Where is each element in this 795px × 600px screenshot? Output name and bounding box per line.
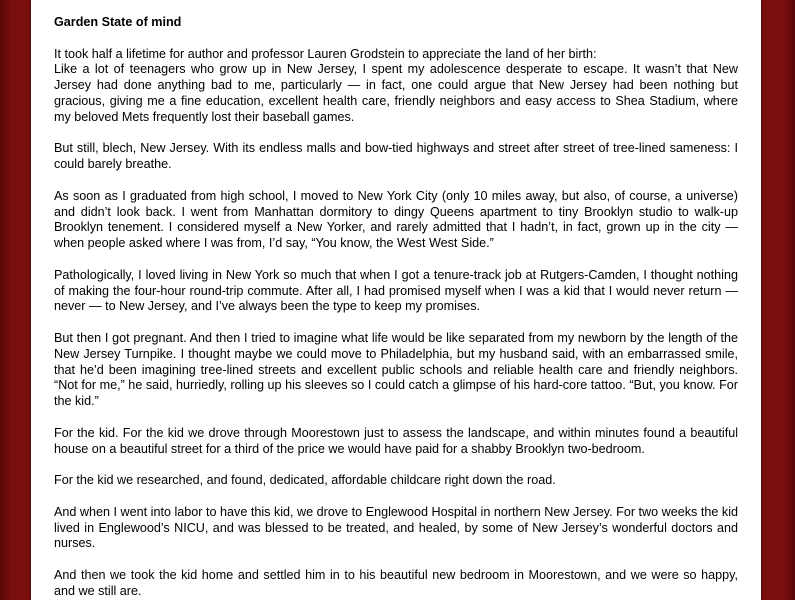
article-intro: It took half a lifetime for author and professor Lauren Grodstein to appreciate the land of her birth: <box>54 46 597 61</box>
article-paragraph: For the kid we researched, and found, dedicated, affordable childcare right down the road. <box>54 473 556 488</box>
article-paragraph: But then I got pregnant. And then I tried to imagine what life would be like separated from my newborn by the length of the New Jersey Turnpike. I thought maybe we could move to Philadelphia, but my husband said, with an embarrassed smile, that he’d been imagining tree-lined streets and excellent public schools and reliable health care and friendly neighbors. “Not for me,” he said, hurriedly, rolling up his sleeves so I could catch a glimpse of his hard-core tattoo. “But, you know. For the kid.” <box>54 330 738 409</box>
article-paragraph: Like a lot of teenagers who grow up in New Jersey, I spent my adolescence desperate to escape. It wasn’t that New Jersey had done anything bad to me, particularly — in fact, one could argue that New Jersey had been nothing but gracious, giving me a fine education, excellent health care, friendly neighbors and easy access to Shea Stadium, where my beloved Mets frequently lost their baseball games. <box>54 62 738 124</box>
article-paragraph: And then we took the kid home and settled him in to his beautiful new bedroom in Moorestown, and we were so happy, and we still are. <box>54 567 738 598</box>
article-title: Garden State of mind <box>54 15 182 29</box>
article-body <box>54 15 738 600</box>
article-paragraph: For the kid. For the kid we drove through Moorestown just to assess the landscape, and within minutes found a beautiful house on a beautiful street for a third of the price we would have paid for a shabby Brooklyn two-bedroom. <box>54 425 738 456</box>
article-page <box>31 0 761 600</box>
article-paragraph: As soon as I graduated from high school, I moved to New York City (only 10 miles away, but also, of course, a universe) and didn’t look back. I went from Manhattan dormitory to dingy Queens apartment to tiny Brooklyn studio to walk-up Brooklyn tenement. I considered myself a New Yorker, and rarely admitted that I hadn’t, in fact, grown up in the city — when people asked where I was from, I’d say, “You know, the West West Side.” <box>54 188 738 251</box>
article-paragraph: Pathologically, I loved living in New York so much that when I got a tenure-track job at Rutgers-Camden, I thought nothing of making the four-hour round-trip commute. After all, I had promised myself when I was a kid that I would never return — never — to New Jersey, and I’ve always been the type to keep my promises. <box>54 267 738 314</box>
article-paragraph: But still, blech, New Jersey. With its endless malls and bow-tied highways and street after street of tree-lined sameness: I could barely breathe. <box>54 141 738 172</box>
article-paragraph: And when I went into labor to have this kid, we drove to Englewood Hospital in northern New Jersey. For two weeks the kid lived in Englewood’s NICU, and was blessed to be treated, and healed, by some of New Jersey’s wonderful doctors and nurses. <box>54 504 738 551</box>
